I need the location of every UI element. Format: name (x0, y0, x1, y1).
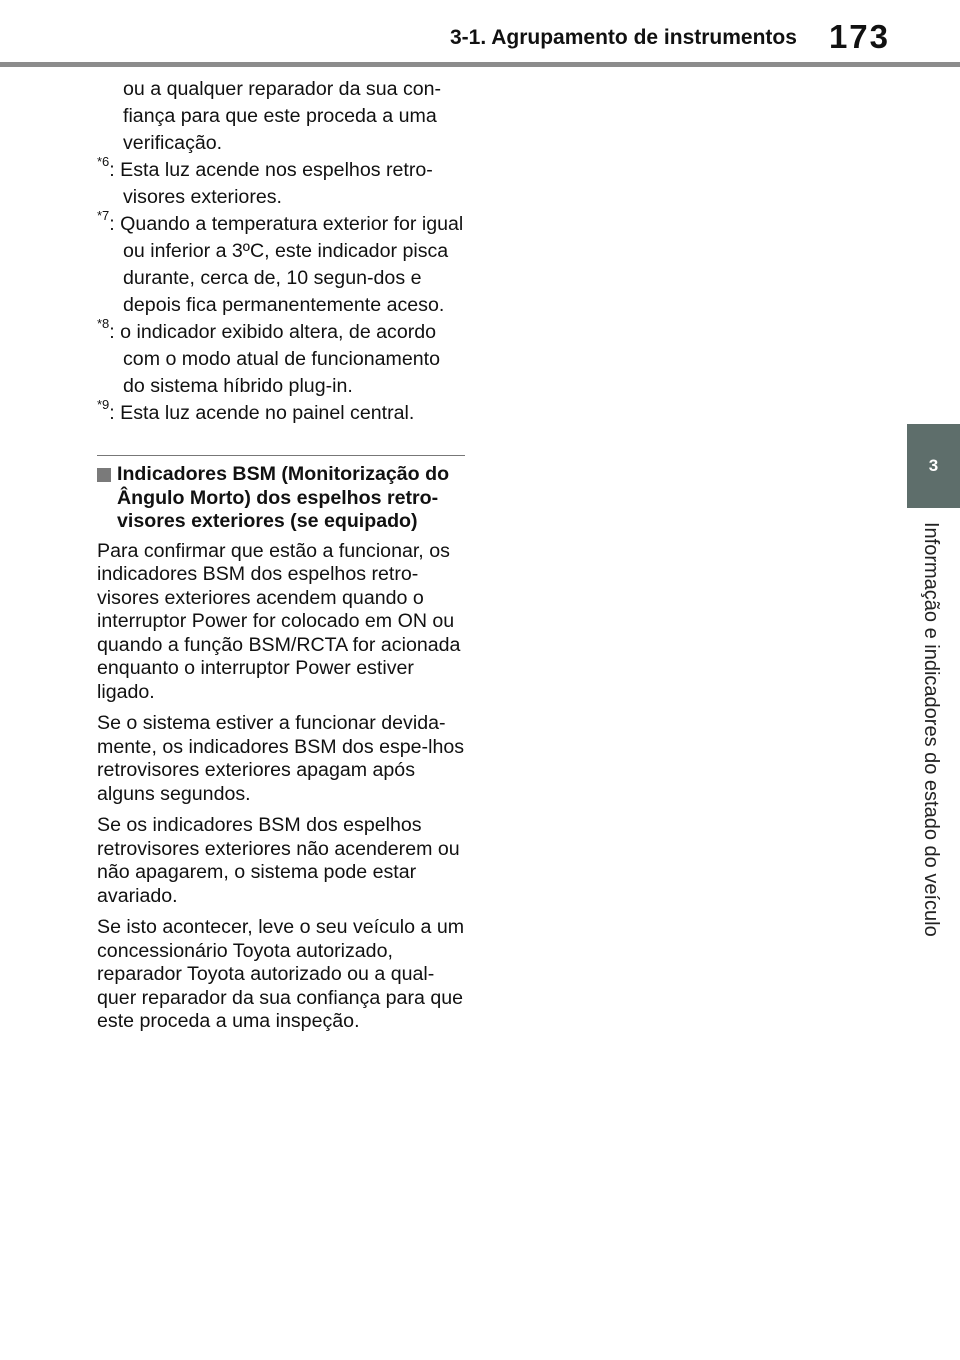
header-divider (0, 62, 960, 67)
main-content (97, 76, 467, 1042)
note-text: : Esta luz acende no painel central. (109, 402, 415, 424)
footnote-marker: *7 (97, 208, 110, 224)
footnote-7 (97, 208, 467, 319)
square-bullet-icon (97, 468, 111, 482)
footnote-marker: *9 (97, 397, 110, 413)
paragraph: Se isto acontecer, leve o seu veículo a um concessionário Toyota autorizado, reparador Toyota autorizado ou a qual-quer reparador da sua confiança para que este proceda a uma inspeção. (97, 916, 465, 1032)
paragraph: Para confirmar que estão a funcionar, os indicadores BSM dos espelhos retro-visores exteriores acendem quando o interruptor Power for colocado em ON ou quando a função BSM/RCTA for acionada enquanto o interruptor Power estiver ligado. (97, 539, 461, 703)
note-text: : o indicador exibido altera, de acordo com o modo atual de funcionamento do sistema híbrido plug-in. (109, 321, 440, 397)
footnote-marker: *6 (97, 154, 110, 170)
chapter-label: Informação e indicadores do estado do veículo (920, 522, 942, 937)
footnote-marker: *8 (97, 316, 110, 332)
note-text: : Quando a temperatura exterior for igual ou inferior a 3ºC, este indicador pisca durante, cerca de, 10 segun-dos e depois fica permanentemente aceso. (109, 213, 464, 316)
chapter-number: 3 (928, 456, 939, 475)
note-text: ou a qualquer reparador da sua con-fiança para que este proceda a uma verificação. (123, 78, 442, 154)
section-title: 3-1. Agrupamento de instrumentos (450, 26, 797, 49)
section-divider (97, 455, 465, 456)
paragraph: Se os indicadores BSM dos espelhos retrovisores exteriores não acenderem ou não apagarem, o sistema pode estar avariado. (97, 814, 460, 907)
footnote-6 (97, 154, 467, 211)
chapter-tab (907, 424, 960, 508)
section-heading (97, 463, 467, 534)
note-text: : Esta luz acende nos espelhos retro-visores exteriores. (109, 159, 433, 208)
paragraph: Se o sistema estiver a funcionar devida-mente, os indicadores BSM dos espe-lhos retrovisores exteriores apagam após alguns segundos. (97, 712, 465, 805)
page-number: 173 (828, 18, 890, 55)
footnote-9 (97, 397, 467, 427)
note-continuation (97, 76, 467, 157)
heading-text: Indicadores BSM (Monitorização do Ângulo Morto) dos espelhos retro-visores exteriores (se equipado) (117, 463, 450, 532)
footnote-8 (97, 316, 467, 400)
